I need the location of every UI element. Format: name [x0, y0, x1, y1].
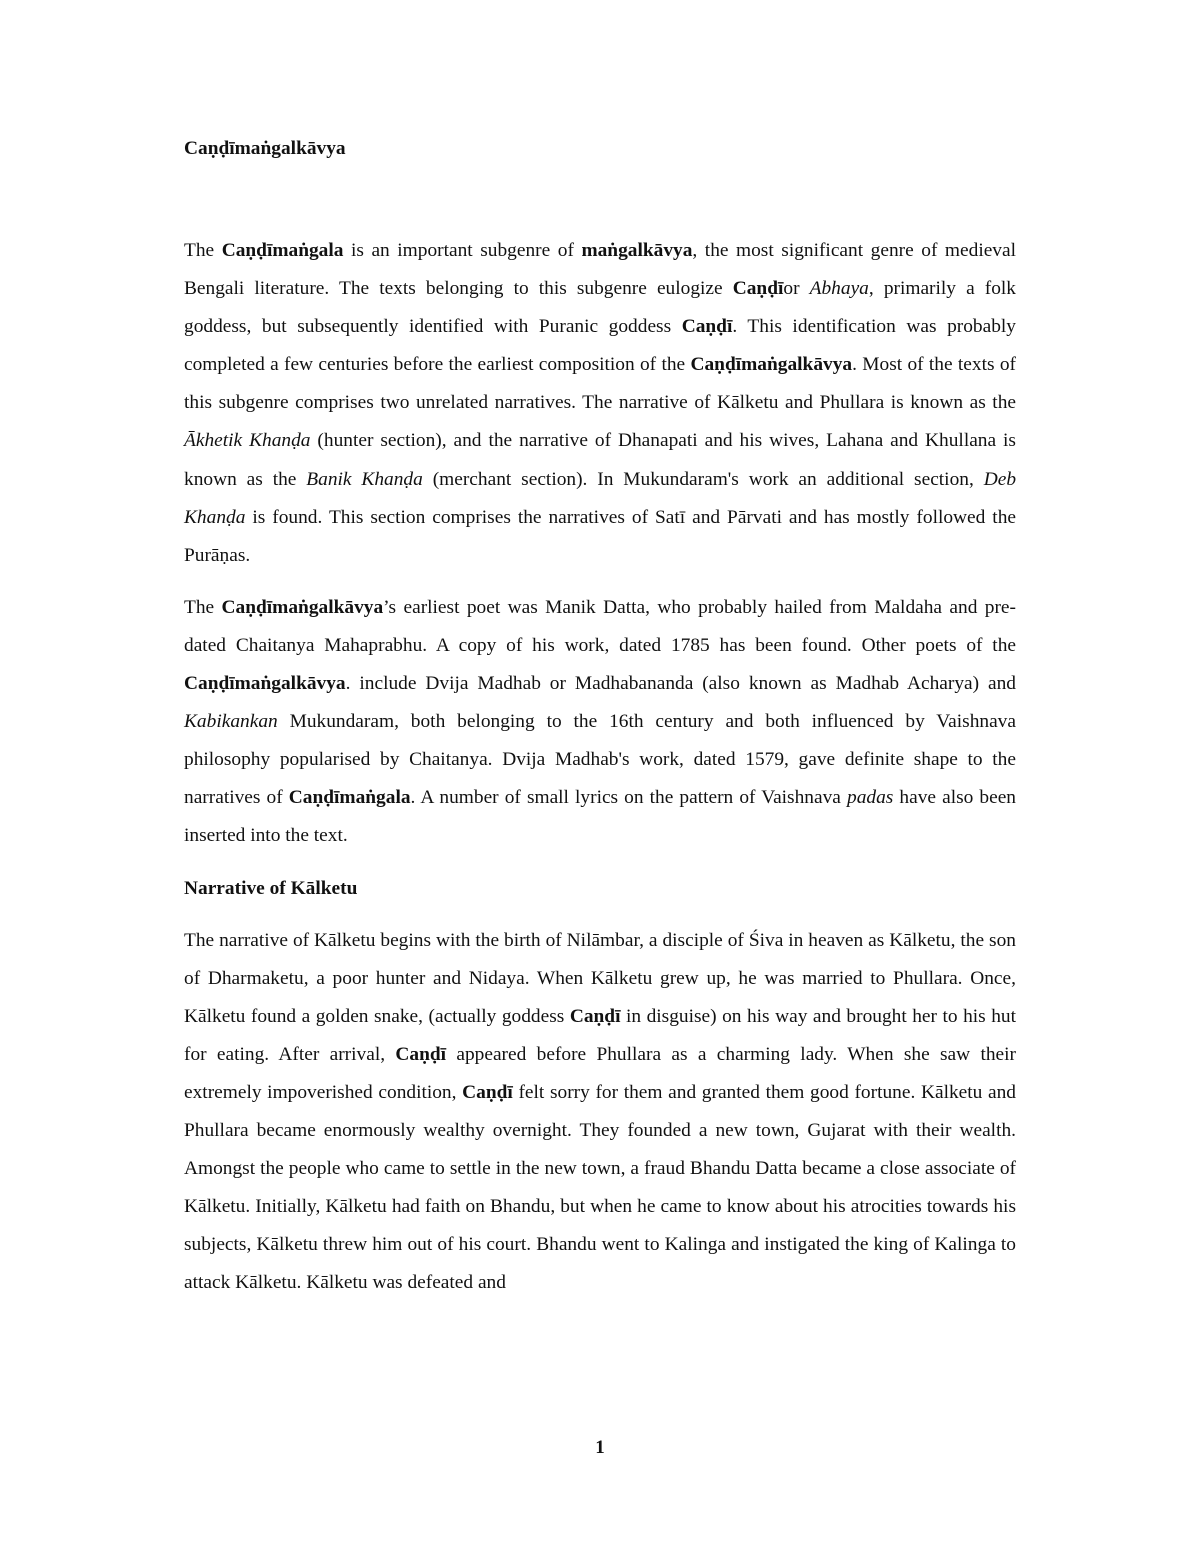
text-run: or [783, 278, 810, 300]
bold-term: Caṇḍī [681, 316, 733, 338]
text-run: . include Dvija Madhab or Madhabananda (also known as Madhab Acharya) and [345, 673, 1016, 695]
text-run: is found. This section comprises the narratives of Satī and Pārvati and has mostly followed the Purāṇas. [184, 506, 1016, 566]
page-number: 1 [595, 1437, 605, 1458]
text-run: have also been inserted into the text. [184, 787, 1017, 847]
text-run: , the most significant genre of medieval Bengali literature. The texts belonging to this subgenre eulogize [184, 240, 1016, 300]
text-run: (hunter section), and the narrative of Dhanapati and his wives, Lahana and Khullana is known as the [184, 430, 1016, 490]
bold-term: Caṇḍīmaṅgalkāvya [184, 673, 346, 695]
text-run: The [184, 240, 222, 261]
bold-term: Caṇḍīmaṅgala [221, 240, 344, 261]
text-run: (merchant section). In Mukundaram's work an additional section, [422, 468, 984, 490]
italic-term: Kabikankan [184, 711, 278, 733]
text-run: The narrative of Kālketu begins with the birth of Nilāmbar, a disciple of Śiva in heaven as Kālketu, the son of Dharmaketu, a poor hunter and Nidaya. When Kālketu grew up, he was married to Phullara. Once, Kālketu found a golden snake, (actually goddess [184, 929, 1016, 1027]
bold-term: Caṇḍīmaṅgala [288, 787, 411, 809]
bold-term: Caṇḍī [569, 1005, 621, 1027]
text-run: is an important subgenre of [343, 240, 582, 261]
bold-term: Caṇḍī [462, 1081, 513, 1103]
text-run: . A number of small lyrics on the pattern of Vaishnava [410, 787, 847, 809]
text-run: . This identification was probably completed a few centuries before the earliest composition of the [184, 316, 1016, 376]
italic-term: Ākhetik Khanḍa [184, 430, 311, 452]
italic-term: Abhaya [809, 278, 869, 300]
text-run: Mukundaram, both belonging to the 16th century and both influenced by Vaishnava philosophy popularised by Chaitanya. Dvija Madhab's work, dated 1579, gave definite shape to the narratives of [184, 711, 1016, 809]
text-run: felt sorry for them and granted them good fortune. Kālketu and Phullara became enormously wealthy overnight. They founded a new town, Gujarat with their wealth. Amongst the people who came to settle in the new town, a fraud Bhandu Datta became a close associate of Kālketu. Initially, Kālketu had faith on Bhandu, but when he came to know about his atrocities towards his subjects, Kālketu threw him out of his court. Bhandu went to Kalinga and instigated the king of Kalinga to attack Kālketu. Kālketu was defeated and [184, 1081, 1016, 1294]
italic-term: padas [847, 787, 894, 809]
paragraph-poets [184, 589, 1016, 856]
text-run: in disguise) on his way and brought her to his hut for eating. After arrival, [184, 1005, 1016, 1065]
bold-term: Caṇḍīmaṅgalkāvya [690, 354, 853, 376]
italic-term: Deb Khanḍa [184, 468, 1017, 528]
bold-term: maṅgalkāvya [581, 240, 693, 261]
text-run: ’s earliest poet was Manik Datta, who probably hailed from Maldaha and pre-dated Chaitanya Mahaprabhu. A copy of his work, dated 1785 has been found. Other poets of the [184, 596, 1016, 656]
text-run: . Most of the texts of this subgenre comprises two unrelated narratives. The narrative of Kālketu and Phullara is known as the [184, 354, 1017, 414]
section-heading: Narrative of Kālketu [184, 877, 358, 899]
text-run: , primarily a folk goddess, but subsequently identified with Puranic goddess [184, 278, 1016, 338]
bold-term: Caṇḍī [395, 1043, 447, 1065]
paragraph-intro [184, 232, 1016, 575]
bold-term: Caṇḍīmaṅgalkāvya [221, 596, 384, 618]
text-run: appeared before Phullara as a charming lady. When she saw their extremely impoverished condition, [184, 1043, 1017, 1103]
text-run: The [184, 596, 222, 618]
bold-term: Caṇḍī [732, 278, 784, 300]
paragraph-kalketu [184, 922, 1016, 1303]
document-body [184, 130, 1016, 1302]
italic-term: Banik Khanḍa [306, 468, 423, 490]
document-title: Caṇḍīmaṅgalkāvya [184, 138, 346, 159]
